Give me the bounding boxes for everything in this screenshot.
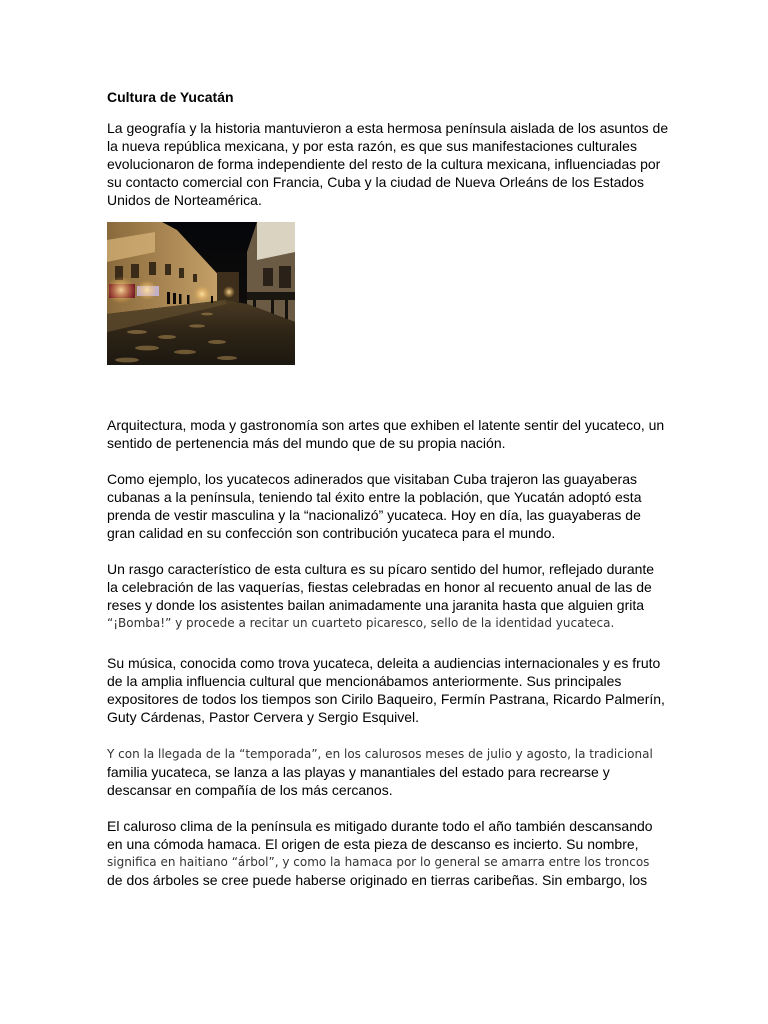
document-title: Cultura de Yucatán [107, 89, 234, 105]
paragraph-line: Unidos de Norteamérica. [107, 192, 262, 208]
paragraph-line: su contacto comercial con Francia, Cuba y la ciudad de Nueva Orleáns de los Estados [107, 174, 644, 190]
paragraph-line: Su música, conocida como trova yucateca, deleita a audiencias internacionales y es fruto [107, 655, 661, 671]
paragraph-line: expositores de todos los tiempos son Cirilo Baqueiro, Fermín Pastrana, Ricardo Palmerín, [107, 691, 665, 707]
paragraph-line: la nueva república mexicana, y por esta razón, es que sus manifestaciones culturales [107, 138, 637, 154]
paragraph-architecture [107, 416, 667, 452]
paragraph-temporada [107, 745, 667, 799]
paragraph-line: la celebración de las vaquerías, fiestas celebradas en honor al recuento anual de las de [107, 579, 652, 595]
paragraph-line: descansar en compañía de los más cercanos. [107, 782, 393, 798]
street-night-photo [107, 222, 295, 365]
paragraph-line: de dos árboles se cree puede haberse originado en tierras caribeñas. Sin embargo, los [107, 872, 648, 888]
paragraph-line: gran calidad en su confección son contribución yucateca para el mundo. [107, 525, 556, 541]
paragraph-line: reses y donde los asistentes bailan animadamente una jaranita hasta que alguien grita [107, 597, 645, 613]
paragraph-music [107, 654, 667, 726]
paragraph-line: prenda de vestir masculina y la “nacionalizó” yucateca. Hoy en día, las guayaberas de [107, 507, 641, 523]
paragraph-line: familia yucateca, se lanza a las playas y manantiales del estado para recrearse y [107, 764, 610, 780]
paragraph-line: “¡Bomba!” y procede a recitar un cuarteto picaresco, sello de la identidad yucateca. [107, 616, 615, 630]
paragraph-line: Un rasgo característico de esta cultura es su pícaro sentido del humor, reflejado durante [107, 561, 655, 577]
paragraph-hamaca [107, 817, 667, 889]
paragraph-line: cubanas a la península, teniendo tal éxito entre la población, que Yucatán adoptó esta [107, 489, 642, 505]
paragraph-line: La geografía y la historia mantuvieron a esta hermosa península aislada de los asuntos de [107, 120, 669, 136]
paragraph-line: evolucionaron de forma independiente del resto de la cultura mexicana, influenciadas por [107, 156, 661, 172]
paragraph-line: significa en haitiano “árbol”, y como la hamaca por lo general se amarra entre los troncos [107, 855, 650, 869]
paragraph-line: de la amplia influencia cultural que mencionábamos anteriormente. Sus principales [107, 673, 622, 689]
paragraph-line: sentido de pertenencia más del mundo que de su propia nación. [107, 435, 506, 451]
paragraph-line: Como ejemplo, los yucatecos adinerados que visitaban Cuba trajeron las guayaberas [107, 471, 637, 487]
paragraph-line: El caluroso clima de la península es mitigado durante todo el año también descansando [107, 818, 653, 834]
paragraph-line: Guty Cárdenas, Pastor Cervera y Sergio Esquivel. [107, 709, 420, 725]
paragraph-line: en una cómoda hamaca. El origen de esta pieza de descanso es incierto. Su nombre, [107, 836, 639, 852]
paragraph-line: Arquitectura, moda y gastronomía son artes que exhiben el latente sentir del yucateco, un [107, 417, 665, 433]
paragraph-line: Y con la llegada de la “temporada”, en los calurosos meses de julio y agosto, la tradicional [107, 747, 653, 761]
paragraph-humor [107, 560, 667, 632]
paragraph-guayaberas [107, 470, 667, 542]
paragraph-intro [107, 119, 667, 209]
